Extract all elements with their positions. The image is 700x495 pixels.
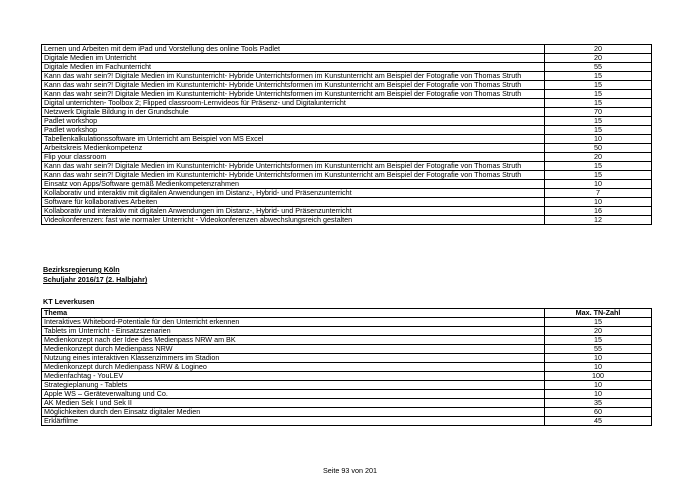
cell-thema: Lernen und Arbeiten mit dem iPad und Vorstellung des online Tools Padlet	[42, 45, 545, 54]
table-row	[42, 90, 652, 99]
cell-max-participants: 70	[545, 108, 652, 117]
cell-max-participants: 35	[545, 399, 652, 408]
cell-thema: Kann das wahr sein?! Digitale Medien im Kunstunterricht- Hybride Unterrichtsformen im Kunstunterricht am Beispiel der Fotografie von Thomas Struth	[42, 171, 545, 180]
cell-max-participants: 15	[545, 318, 652, 327]
cell-thema: Tabellenkalkulationssoftware im Unterricht am Beispiel von MS Excel	[42, 135, 545, 144]
table-row	[42, 189, 652, 198]
cell-thema: Digitale Medien im Fachunterricht	[42, 63, 545, 72]
table-row	[42, 417, 652, 426]
cell-thema: Arbeitskreis Medienkompetenz	[42, 144, 545, 153]
schoolyear-heading: Schuljahr 2016/17 (2. Halbjahr)	[43, 275, 148, 284]
cell-max-participants: 10	[545, 354, 652, 363]
column-header-max: Max. TN-Zahl	[545, 309, 652, 318]
cell-thema: Medienkonzept durch Medienpass NRW	[42, 345, 545, 354]
table-row	[42, 135, 652, 144]
table-row	[42, 354, 652, 363]
table-row	[42, 45, 652, 54]
cell-thema: Kollaborativ und interaktiv mit digitalen Anwendungen im Distanz-, Hybrid- und Präsenzunterricht	[42, 207, 545, 216]
district-subheading: KT Leverkusen	[43, 297, 95, 306]
table-row	[42, 153, 652, 162]
cell-thema: Erklärfilme	[42, 417, 545, 426]
table-header-row	[42, 309, 652, 318]
table-row	[42, 180, 652, 189]
cell-max-participants: 12	[545, 216, 652, 225]
table-row	[42, 408, 652, 417]
table-row	[42, 363, 652, 372]
cell-thema: Medienfachtag - YouLEV	[42, 372, 545, 381]
cell-max-participants: 55	[545, 63, 652, 72]
cell-thema: Einsatz von Apps/Software gemäß Medienkompetenzrahmen	[42, 180, 545, 189]
cell-max-participants: 50	[545, 144, 652, 153]
cell-max-participants: 20	[545, 45, 652, 54]
cell-max-participants: 10	[545, 198, 652, 207]
cell-thema: Interaktives Whitebord-Potentiale für den Unterricht erkennen	[42, 318, 545, 327]
cell-thema: Möglichkeiten durch den Einsatz digitaler Medien	[42, 408, 545, 417]
cell-thema: Kann das wahr sein?! Digitale Medien im Kunstunterricht- Hybride Unterrichtsformen im Kunstunterricht am Beispiel der Fotografie von Thomas Struth	[42, 72, 545, 81]
cell-max-participants: 15	[545, 171, 652, 180]
cell-thema: Kann das wahr sein?! Digitale Medien im Kunstunterricht- Hybride Unterrichtsformen im Kunstunterricht am Beispiel der Fotografie von Thomas Struth	[42, 162, 545, 171]
cell-max-participants: 15	[545, 126, 652, 135]
cell-max-participants: 7	[545, 189, 652, 198]
cell-thema: Tablets im Unterricht - Einsatzszenarien	[42, 327, 545, 336]
cell-thema: AK Medien Sek I und Sek II	[42, 399, 545, 408]
table-row	[42, 81, 652, 90]
cell-thema: Padlet workshop	[42, 117, 545, 126]
cell-max-participants: 60	[545, 408, 652, 417]
cell-max-participants: 100	[545, 372, 652, 381]
table-row	[42, 72, 652, 81]
table-row	[42, 399, 652, 408]
cell-max-participants: 10	[545, 390, 652, 399]
cell-thema: Medienkonzept durch Medienpass NRW & Logineo	[42, 363, 545, 372]
cell-thema: Padlet workshop	[42, 126, 545, 135]
cell-max-participants: 15	[545, 336, 652, 345]
cell-thema: Digital unterrichten- Toolbox 2; Flipped classroom-Lernvideos für Präsenz- und Digitalunterricht	[42, 99, 545, 108]
cell-max-participants: 15	[545, 90, 652, 99]
cell-thema: Kann das wahr sein?! Digitale Medien im Kunstunterricht- Hybride Unterrichtsformen im Kunstunterricht am Beispiel der Fotografie von Thomas Struth	[42, 81, 545, 90]
cell-max-participants: 15	[545, 81, 652, 90]
cell-max-participants: 15	[545, 99, 652, 108]
cell-max-participants: 10	[545, 381, 652, 390]
table-row	[42, 345, 652, 354]
table-row	[42, 327, 652, 336]
table-row	[42, 372, 652, 381]
table-row	[42, 381, 652, 390]
table-row	[42, 108, 652, 117]
cell-max-participants: 15	[545, 117, 652, 126]
table-row	[42, 144, 652, 153]
table-row	[42, 207, 652, 216]
region-heading: Bezirksregierung Köln	[43, 265, 120, 274]
cell-thema: Software für kollaboratives Arbeiten	[42, 198, 545, 207]
cell-max-participants: 55	[545, 345, 652, 354]
table-row	[42, 99, 652, 108]
table-row	[42, 336, 652, 345]
cell-thema: Nutzung eines interaktiven Klassenzimmers im Stadion	[42, 354, 545, 363]
cell-max-participants: 20	[545, 327, 652, 336]
cell-thema: Digitale Medien im Unterricht	[42, 54, 545, 63]
table-row	[42, 63, 652, 72]
course-table-continued	[41, 44, 652, 225]
column-header-thema: Thema	[42, 309, 545, 318]
table-row	[42, 216, 652, 225]
table-row	[42, 117, 652, 126]
table-row	[42, 54, 652, 63]
table-row	[42, 171, 652, 180]
cell-thema: Flip your classroom	[42, 153, 545, 162]
table-row	[42, 198, 652, 207]
cell-max-participants: 16	[545, 207, 652, 216]
cell-thema: Strategieplanung - Tablets	[42, 381, 545, 390]
cell-max-participants: 10	[545, 135, 652, 144]
table-row	[42, 162, 652, 171]
course-table-leverkusen	[41, 308, 652, 426]
cell-max-participants: 10	[545, 180, 652, 189]
cell-thema: Kollaborativ und interaktiv mit digitalen Anwendungen im Distanz-, Hybrid- und Präsenzunterricht	[42, 189, 545, 198]
table-row	[42, 126, 652, 135]
cell-max-participants: 15	[545, 72, 652, 81]
cell-max-participants: 45	[545, 417, 652, 426]
table-row	[42, 390, 652, 399]
cell-max-participants: 15	[545, 162, 652, 171]
cell-max-participants: 10	[545, 363, 652, 372]
page-footer: Seite 93 von 201	[323, 466, 377, 475]
cell-thema: Apple WS – Geräteverwaltung und Co.	[42, 390, 545, 399]
cell-max-participants: 20	[545, 153, 652, 162]
cell-thema: Netzwerk Digitale Bildung in der Grundschule	[42, 108, 545, 117]
cell-thema: Kann das wahr sein?! Digitale Medien im Kunstunterricht- Hybride Unterrichtsformen im Kunstunterricht am Beispiel der Fotografie von Thomas Struth	[42, 90, 545, 99]
cell-thema: Medienkonzept nach der Idee des Medienpass NRW am BK	[42, 336, 545, 345]
cell-thema: Videokonferenzen: fast wie normaler Unterricht - Videokonferenzen abwechslungsreich gestalten	[42, 216, 545, 225]
cell-max-participants: 20	[545, 54, 652, 63]
table-row	[42, 318, 652, 327]
